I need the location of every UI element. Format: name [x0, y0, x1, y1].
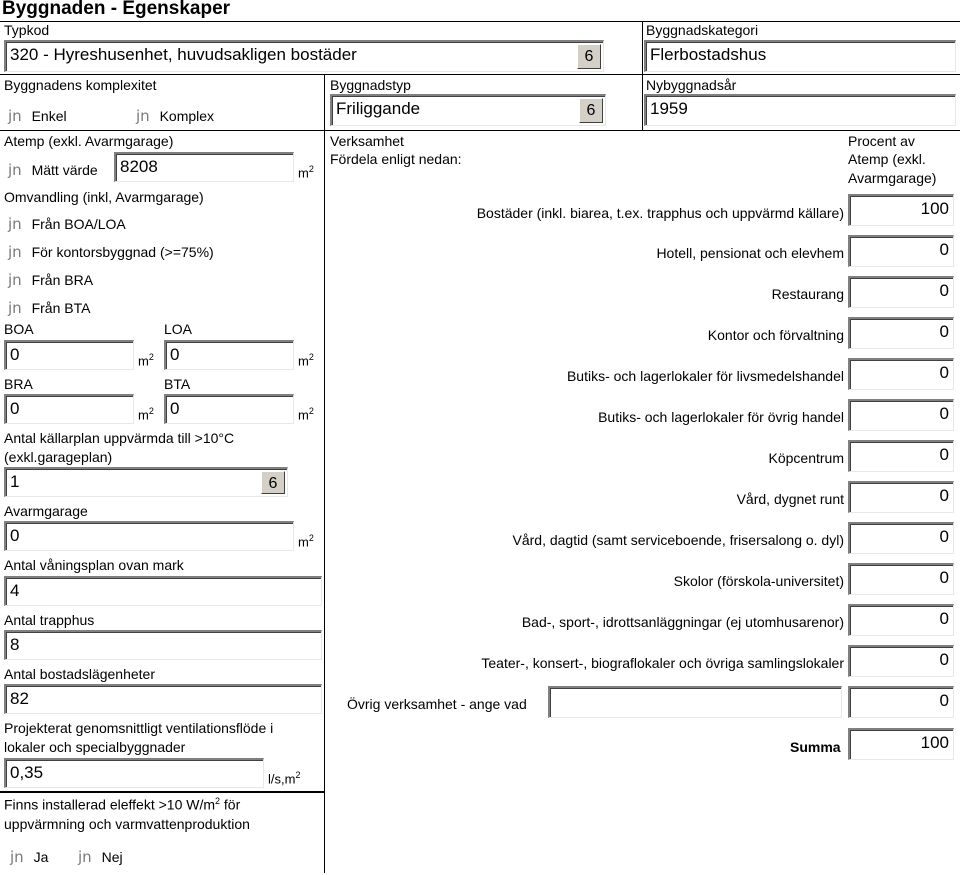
- radio-icon: jn: [10, 848, 24, 866]
- eleffekt-divider: [0, 791, 325, 793]
- verksamhet-row-input[interactable]: 0: [848, 645, 954, 677]
- procent-label-line1: Procent av: [848, 133, 915, 149]
- procent-label-line2: Atemp (exkl.: [848, 151, 926, 167]
- loa-value: 0: [170, 345, 180, 364]
- kallarplan-label-line2: (exkl.garageplan): [4, 449, 113, 465]
- atemp-label: Atemp (exkl. Avarmgarage): [4, 133, 174, 149]
- eleffekt-nej-radio[interactable]: [78, 848, 123, 866]
- bta-label: BTA: [164, 376, 191, 392]
- komplexitet-komplex-label: Komplex: [159, 108, 215, 124]
- avarmgarage-input[interactable]: [4, 521, 294, 551]
- trapphus-label: Antal trapphus: [4, 612, 95, 628]
- omvandling-bta-label: Från BTA: [31, 300, 91, 316]
- ventilation-input[interactable]: [4, 758, 264, 788]
- radio-icon: jn: [8, 215, 22, 233]
- verksamhet-row-input[interactable]: 0: [848, 440, 954, 472]
- radio-icon: jn: [8, 299, 22, 317]
- verksamhet-row-label: Restaurang: [771, 286, 844, 302]
- kategori-field[interactable]: [644, 40, 956, 72]
- typkod-dropdown-arrow-icon[interactable]: 6: [577, 44, 601, 69]
- byggnadstyp-dropdown-arrow-icon[interactable]: 6: [579, 98, 603, 123]
- ventilation-unit: $l/s,m^2$: [268, 770, 301, 787]
- vaningsplan-input[interactable]: [4, 576, 322, 606]
- omvandling-bra-radio[interactable]: [8, 271, 93, 289]
- verksamhet-row-label: Skolor (förskola-universitet): [673, 573, 844, 589]
- row2-divider: [0, 130, 960, 131]
- verksamhet-row-label: Bostäder (inkl. biarea, t.ex. trapphus och uppvärmd källare): [476, 205, 844, 221]
- typkod-label: Typkod: [4, 22, 50, 38]
- komplexitet-enkel-radio[interactable]: [8, 107, 67, 125]
- verksamhet-row-label: Hotell, pensionat och elevhem: [656, 245, 844, 261]
- nybyggnadsar-input[interactable]: [644, 94, 956, 126]
- boa-value: 0: [10, 345, 20, 364]
- verksamhet-row-label: Butiks- och lagerlokaler för livsmedelshandel: [566, 368, 844, 384]
- atemp-input[interactable]: [114, 152, 294, 182]
- komplexitet-enkel-label: Enkel: [31, 108, 67, 124]
- bra-value: 0: [10, 399, 20, 418]
- radio-icon: jn: [8, 271, 22, 289]
- avarmgarage-value: 0: [10, 526, 20, 545]
- atemp-unit: $m^2$: [298, 164, 314, 181]
- bra-label: BRA: [4, 376, 33, 392]
- komplexitet-komplex-radio[interactable]: [136, 107, 214, 125]
- eleffekt-label-line1: Finns installerad eleffekt >10 $W/m^2$ för: [4, 796, 241, 813]
- nybyggnadsar-value: 1959: [650, 99, 688, 118]
- lagenheter-value: 82: [10, 689, 29, 708]
- komplexitet-label: Byggnadens komplexitet: [4, 77, 157, 93]
- radio-icon: jn: [8, 243, 22, 261]
- kategori-value: Flerbostadshus: [650, 45, 767, 64]
- loa-label: LOA: [164, 321, 193, 337]
- title-divider: [0, 21, 960, 22]
- verksamhet-row-input[interactable]: 0: [848, 276, 954, 308]
- bta-input[interactable]: [164, 394, 294, 424]
- omvandling-bta-radio[interactable]: [8, 299, 90, 317]
- radio-icon: jn: [78, 848, 92, 866]
- vaningsplan-label: Antal våningsplan ovan mark: [4, 557, 184, 573]
- verksamhet-row-label: Bad-, sport-, idrottsanläggningar (ej utomhusarenor): [521, 614, 844, 630]
- omvandling-bra-label: Från BRA: [31, 272, 94, 288]
- kallarplan-value: 1: [10, 472, 20, 491]
- row1-divider: [0, 74, 960, 75]
- atemp-value: 8208: [120, 157, 158, 176]
- avarmgarage-unit: $m^2$: [298, 533, 314, 550]
- lagenheter-input[interactable]: [4, 684, 322, 714]
- eleffekt-nej-label: Nej: [101, 849, 123, 865]
- kallarplan-label-line1: Antal källarplan uppvärmda till >10°C: [4, 430, 235, 446]
- bta-value: 0: [170, 399, 180, 418]
- omvandling-boa-loa-label: Från BOA/LOA: [31, 216, 126, 232]
- boa-label: BOA: [4, 321, 34, 337]
- loa-unit: $m^2$: [298, 352, 314, 369]
- verksamhet-row-label: Butiks- och lagerlokaler för övrig handel: [598, 409, 844, 425]
- omvandling-boa-loa-radio[interactable]: [8, 215, 126, 233]
- kategori-label: Byggnadskategori: [646, 22, 759, 38]
- kallarplan-dropdown-arrow-icon[interactable]: 6: [261, 471, 285, 494]
- trapphus-input[interactable]: [4, 630, 322, 660]
- omvandling-label: Omvandling (inkl, Avarmgarage): [4, 189, 204, 205]
- radio-icon: jn: [136, 107, 150, 125]
- typkod-select[interactable]: [4, 40, 604, 72]
- ventilation-label-line1: Projekterat genomsnittligt ventilationsflöde i: [4, 720, 274, 736]
- ovrig-verksamhet-text-input[interactable]: [548, 686, 842, 718]
- verksamhet-row-input[interactable]: 0: [848, 399, 954, 431]
- radio-icon: jn: [8, 161, 22, 179]
- verksamhet-row-label: Köpcentrum: [768, 450, 844, 466]
- col-divider-left: [324, 74, 325, 873]
- omvandling-kontor-radio[interactable]: [8, 243, 214, 261]
- verksamhet-row-input[interactable]: 0: [848, 604, 954, 636]
- atemp-matt-varde-label: Mätt värde: [31, 162, 98, 178]
- window-title: Byggnaden - Egenskaper: [2, 0, 231, 19]
- col-divider-right: [642, 21, 643, 130]
- summa-label: Summa: [790, 739, 841, 755]
- atemp-matt-varde-radio[interactable]: [8, 161, 98, 179]
- boa-input[interactable]: [4, 340, 134, 370]
- eleffekt-ja-radio[interactable]: [10, 848, 48, 866]
- verksamhet-row-input[interactable]: 0: [848, 522, 954, 554]
- loa-input[interactable]: [164, 340, 294, 370]
- kallarplan-select[interactable]: [4, 467, 288, 497]
- eleffekt-ja-label: Ja: [33, 849, 49, 865]
- verksamhet-row-label: Vård, dygnet runt: [736, 491, 844, 507]
- byggnadstyp-label: Byggnadstyp: [330, 77, 411, 93]
- ventilation-value: 0,35: [10, 763, 44, 782]
- radio-icon: jn: [8, 107, 22, 125]
- omvandling-kontor-label: För kontorsbyggnad (>=75%): [31, 244, 214, 260]
- bta-unit: $m^2$: [298, 406, 314, 423]
- ovrig-verksamhet-label: Övrig verksamhet - ange vad: [347, 696, 527, 712]
- verksamhet-row-input[interactable]: 100: [848, 194, 954, 226]
- procent-label-line3: Avarmgarage): [848, 170, 937, 186]
- boa-unit: $m^2$: [138, 352, 154, 369]
- verksamhet-row-input[interactable]: 0: [848, 317, 954, 349]
- avarmgarage-label: Avarmgarage: [4, 503, 88, 519]
- verksamhet-row-label: Kontor och förvaltning: [707, 327, 844, 343]
- byggnadstyp-value: Friliggande: [336, 99, 421, 118]
- eleffekt-label-line2: uppvärmning och varmvattenproduktion: [4, 816, 250, 832]
- trapphus-value: 8: [10, 635, 20, 654]
- verksamhet-row-input[interactable]: 0: [848, 563, 954, 595]
- vaningsplan-value: 4: [10, 581, 20, 600]
- verksamhet-subtitle: Fördela enligt nedan:: [330, 151, 462, 167]
- ovrig-verksamhet-value-input[interactable]: 0: [848, 686, 954, 718]
- verksamhet-row-input[interactable]: 0: [848, 481, 954, 513]
- bra-unit: $m^2$: [138, 406, 154, 423]
- verksamhet-row-input[interactable]: 0: [848, 235, 954, 267]
- nybyggnadsar-label: Nybyggnadsår: [646, 77, 737, 93]
- ventilation-label-line2: lokaler och specialbyggnader: [4, 739, 186, 755]
- bra-input[interactable]: [4, 394, 134, 424]
- lagenheter-label: Antal bostadslägenheter: [4, 666, 155, 682]
- verksamhet-row-label: Teater-, konsert-, biograflokaler och övriga samlingslokaler: [481, 655, 844, 671]
- summa-field: 100: [848, 728, 954, 760]
- verksamhet-row-label: Vård, dagtid (samt serviceboende, frisersalong o. dyl): [512, 532, 844, 548]
- verksamhet-row-input[interactable]: 0: [848, 358, 954, 390]
- byggnadstyp-select[interactable]: [330, 94, 606, 126]
- verksamhet-label: Verksamhet: [330, 133, 404, 149]
- typkod-value: 320 - Hyreshusenhet, huvudsakligen bostäder: [10, 45, 357, 64]
